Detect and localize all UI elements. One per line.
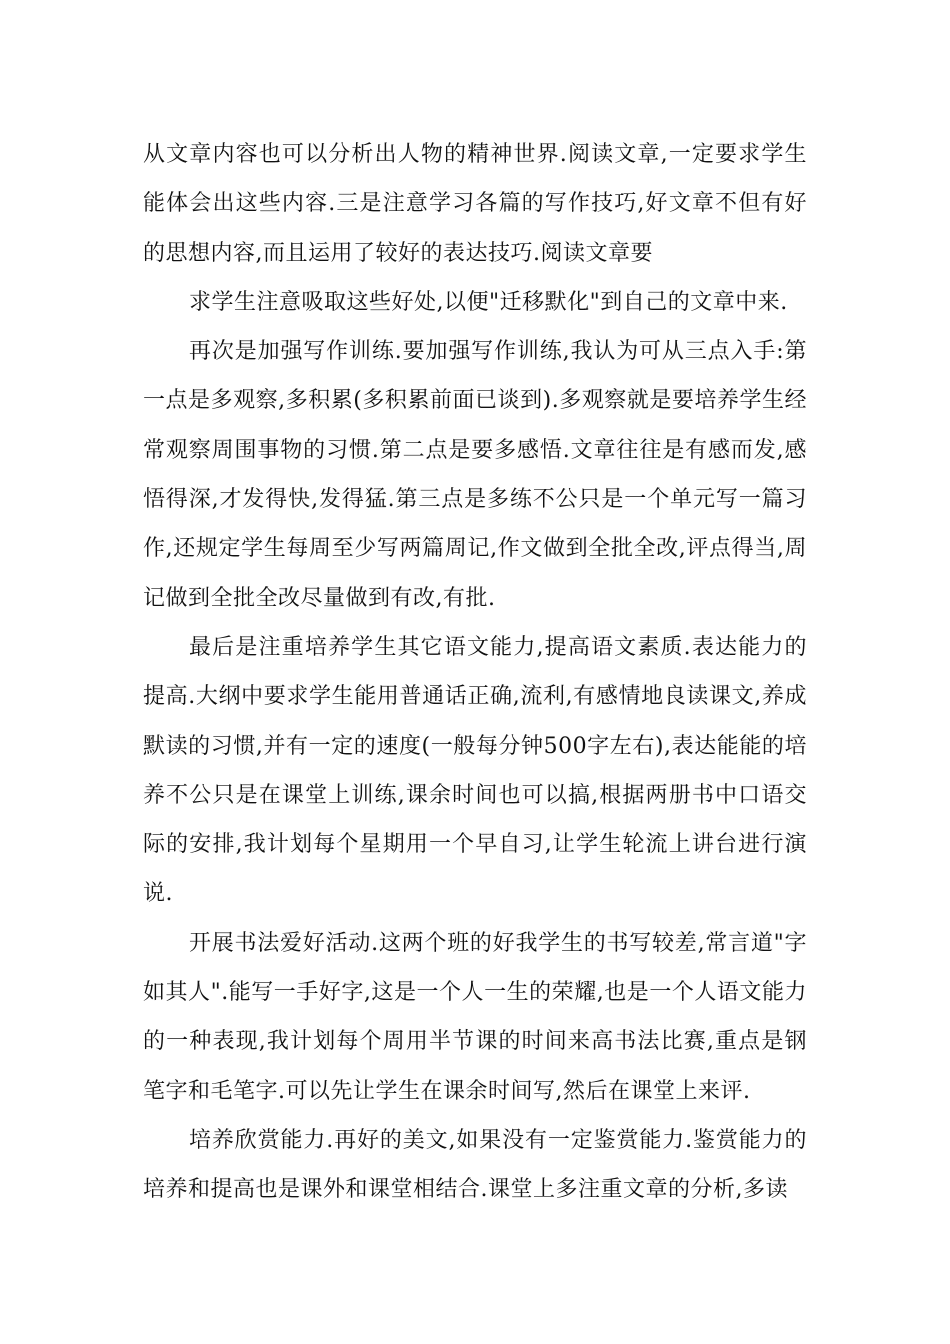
paragraph-2: 求学生注意吸取这些好处,以便"迁移默化"到自己的文章中来. bbox=[189, 289, 788, 315]
paragraph-5: 开展书法爱好活动.这两个班的好我学生的书写较差,常言道"字如其人".能写一手好字,这是一个人一生的荣耀,也是一个人语文能力的一种表现,我计划每个周用半节课的时间来高书法比赛,重点是钢笔字和毛笔字.可以先让学生在课余时间写,然后在课堂上来评. bbox=[143, 930, 807, 1104]
paragraph-4: 最后是注重培养学生其它语文能力,提高语文素质.表达能力的提高.大纲中要求学生能用普通话正确,流利,有感情地良读课文,养成默读的习惯,并有一定的速度(一般每分钟500字左右),表达能能的培养不公只是在课堂上训练,课余时间也可以搞,根据两册书中口语交际的安排,我计划每个星期用一个早自习,让学生轮流上讲台进行演说. bbox=[143, 634, 807, 907]
paragraph-6: 培养欣赏能力.再好的美文,如果没有一定鉴赏能力.鉴赏能力的培养和提高也是课外和课堂相结合.课堂上多注重文章的分析,多读 bbox=[143, 1127, 807, 1203]
paragraph-3: 再次是加强写作训练.要加强写作训练,我认为可从三点入手:第一点是多观察,多积累(多积累前面已谈到).多观察就是要培养学生经常观察周围事物的习惯.第二点是要多感悟.文章往往是有感而发,感悟得深,才发得快,发得猛.第三点是多练不公只是一个单元写一篇习作,还规定学生每周至少写两篇周记,作文做到全批全改,评点得当,周记做到全批全改尽量做到有改,有批. bbox=[143, 339, 807, 611]
document-body bbox=[143, 130, 807, 1215]
paragraph-1: 从文章内容也可以分析出人物的精神世界.阅读文章,一定要求学生能体会出这些内容.三是注意学习各篇的写作技巧,好文章不但有好的思想内容,而且运用了较好的表达技巧.阅读文章要 bbox=[143, 142, 807, 266]
